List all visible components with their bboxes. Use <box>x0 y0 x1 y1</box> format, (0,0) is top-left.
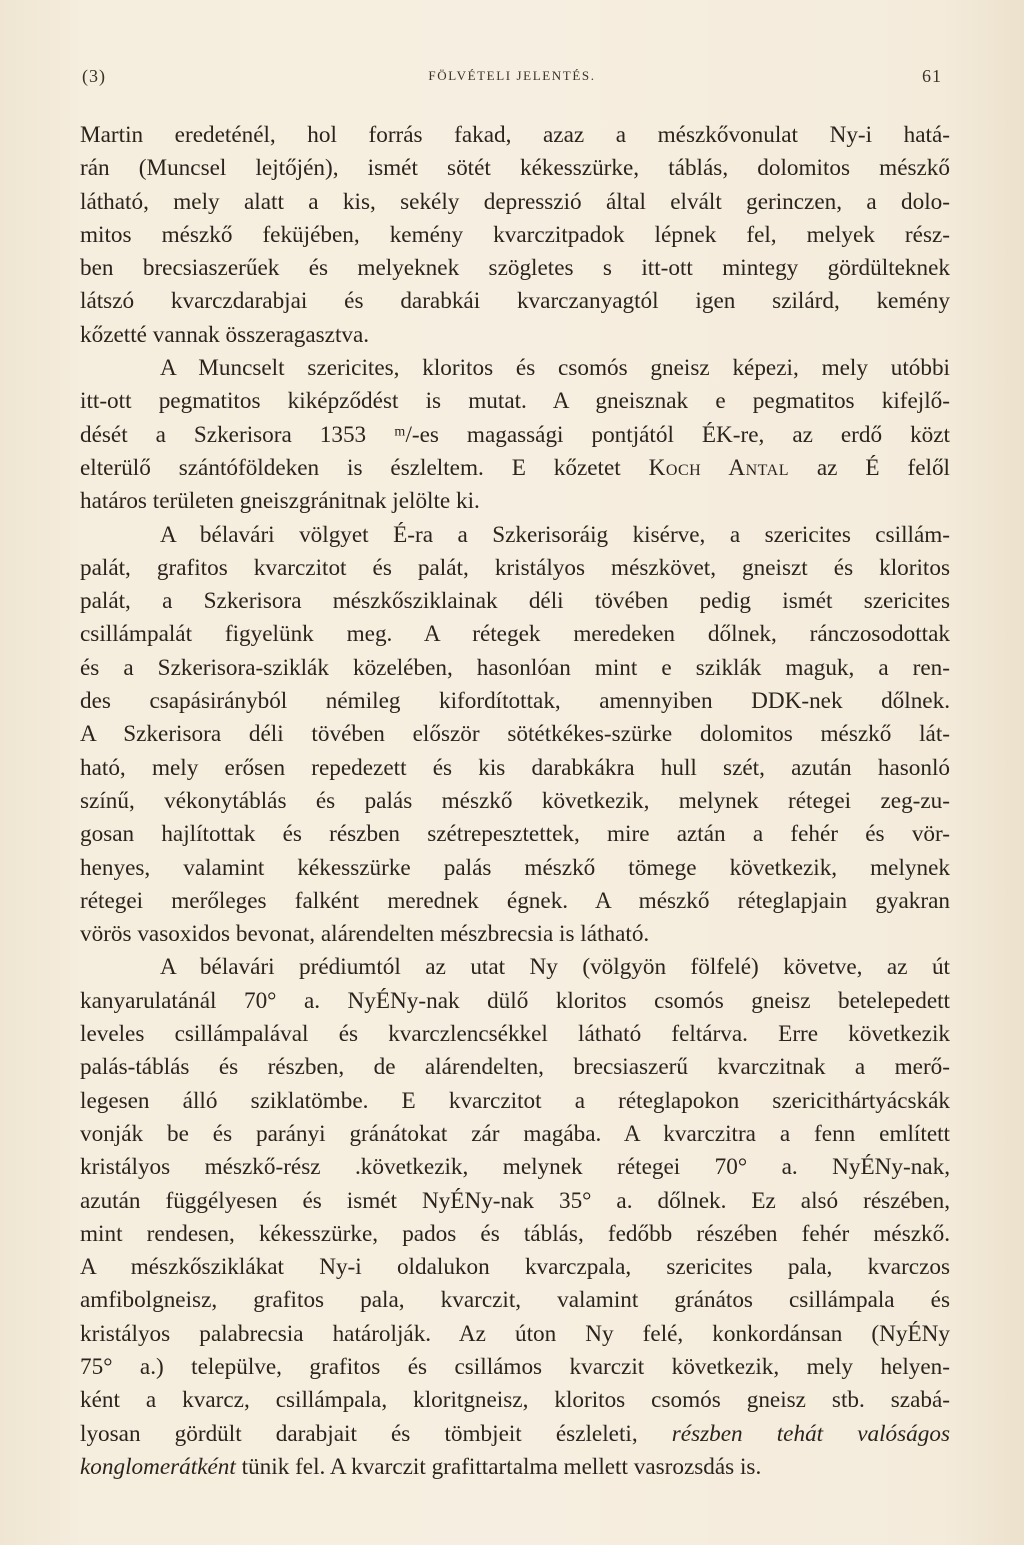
text-line: mint rendesen, kékesszürke, pados és táblás, fedőbb részében fehér mészkő. <box>80 1220 950 1247</box>
text-segment: tünik fel. A kvarczit grafittartalma mellett vasrozsdás is. <box>235 1453 762 1480</box>
text-segment: lyosan gördült darabjait és tömbjeit észleleti, <box>80 1420 672 1447</box>
text-line-with-author <box>80 452 950 485</box>
section-number: (3) <box>82 66 106 86</box>
text-line: A bélavári völgyet É-ra a Szkerisoráig kisérve, a szericites csillám- <box>160 521 950 548</box>
text-line-with-emphasis <box>80 1418 950 1451</box>
text-line: dését a Szkerisora 1353 ᵐ/-es magassági pontjától ÉK-re, az erdő közt <box>80 421 950 448</box>
text-line: henyes, valamint kékesszürke palás mészkő tömege következik, melynek <box>80 854 950 881</box>
text-line: vörös vasoxidos bevonat, alárendelten mészbrecsia is látható. <box>80 921 650 948</box>
text-line: A Szkerisora déli tövében először sötétkékes-szürke dolomitos mészkő lát- <box>80 721 950 748</box>
text-line: mitos mészkő feküjében, kemény kvarczitpadok lépnek fel, melyek rész- <box>80 221 950 248</box>
text-line: ként a kvarcz, csillámpala, kloritgneisz, kloritos csomós gneisz stb. szabá- <box>80 1387 950 1414</box>
text-line: vonják be és parányi gránátokat zár magába. A kvarczitra a fenn említett <box>80 1120 950 1147</box>
text-segment: elterülő szántóföldeken is észleltem. E kőzetet <box>80 454 649 481</box>
text-line: látszó kvarczdarabjai és darabkái kvarczanyagtól igen szilárd, kemény <box>80 288 950 315</box>
running-header <box>82 66 942 90</box>
text-line: A mészkősziklákat Ny-i oldalukon kvarczpala, szericites pala, kvarczos <box>80 1254 950 1281</box>
text-segment: az É felől <box>788 454 950 481</box>
text-line: határos területen gneiszgránitnak jelölte ki. <box>80 488 480 515</box>
text-line: rán (Muncsel lejtőjén), ismét sötét kékesszürke, táblás, dolomitos mészkő <box>80 155 950 182</box>
text-line: amfibolgneisz, grafitos pala, kvarczit, valamint gránátos csillámpala és <box>80 1287 950 1314</box>
text-line: leveles csillámpalával és kvarczlencsékkel látható feltárva. Erre következik <box>80 1021 950 1048</box>
text-line: gosan hajlítottak és részben szétrepesztettek, mire aztán a fehér és vör- <box>80 821 950 848</box>
text-line: kristályos mészkő-rész .következik, melynek rétegei 70° a. NyÉNy-nak, <box>80 1154 950 1181</box>
page-number: 61 <box>922 66 942 86</box>
text-line: kristályos palabrecsia határolják. Az úton Ny felé, konkordánsan (NyÉNy <box>80 1320 950 1347</box>
text-line: palás-táblás és részben, de alárendelten, brecsiaszerű kvarczitnak a merő- <box>80 1054 950 1081</box>
text-line-with-emphasis <box>80 1451 950 1484</box>
text-line: A Muncselt szericites, kloritos és csomós gneisz képezi, mely utóbbi <box>160 355 950 382</box>
text-line: rétegei merőleges falként merednek égnek. A mészkő réteglapjain gyakran <box>80 887 950 914</box>
author-name: Koch Antal <box>648 454 789 481</box>
text-line: Martin eredeténél, hol forrás fakad, azaz a mészkővonulat Ny-i hatá- <box>80 122 950 148</box>
text-line: des csapásirányból némileg kifordítottak, amennyiben DDK-nek dőlnek. <box>80 688 950 715</box>
text-line: színű, vékonytáblás és palás mészkő következik, melynek rétegei zeg-zu- <box>80 787 950 814</box>
text-line: A bélavári prédiumtól az utat Ny (völgyön fölfelé) követve, az út <box>160 954 950 981</box>
body-text <box>80 119 950 1484</box>
text-line: palát, a Szkerisora mészkősziklainak déli tövében pedig ismét szericites <box>80 588 950 615</box>
emphasis-text: konglomerátként <box>80 1453 236 1480</box>
text-line: látható, mely alatt a kis, sekély depresszió által elvált gerinczen, a dolo- <box>80 188 950 215</box>
text-line: itt-ott pegmatitos kiképződést is mutat. A gneisznak e pegmatitos kifejlő- <box>80 388 950 415</box>
running-title: FÖLVÉTELI JELENTÉS. <box>428 68 596 83</box>
text-line: ható, mely erősen repedezett és kis darabkákra hull szét, azután hasonló <box>80 754 950 781</box>
text-line: ben brecsiaszerűek és melyeknek szögletes s itt-ott mintegy gördülteknek <box>80 255 950 282</box>
text-line: csillámpalát figyelünk meg. A rétegek meredeken dőlnek, ránczosodottak <box>80 621 950 648</box>
text-line: és a Szkerisora-sziklák közelében, hasonlóan mint e sziklák maguk, a ren- <box>80 654 950 681</box>
text-line: 75° a.) települve, grafitos és csillámos kvarczit következik, mely helyen- <box>80 1353 950 1380</box>
text-line: kanyarulatánál 70° a. NyÉNy-nak dülő kloritos csomós gneisz betelepedett <box>80 987 950 1014</box>
text-line: kőzetté vannak összeragasztva. <box>80 321 370 348</box>
emphasis-text: részben tehát valóságos <box>671 1420 950 1447</box>
text-line: azután függélyesen és ismét NyÉNy-nak 35° a. dőlnek. Ez alsó részében, <box>80 1187 950 1214</box>
text-line: palát, grafitos kvarczitot és palát, kristályos mészkövet, gneiszt és kloritos <box>80 554 950 581</box>
text-line: legesen álló sziklatömbe. E kvarczitot a réteglapokon szericithártyácskák <box>80 1087 950 1114</box>
